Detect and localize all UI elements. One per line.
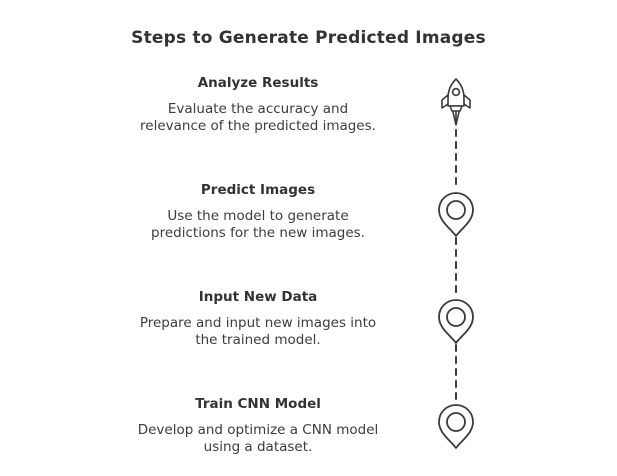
map-pin-icon [439, 300, 473, 343]
step-description-line: Use the model to generate [167, 208, 349, 224]
step-description-line: Prepare and input new images into [139, 315, 377, 331]
step-title: Input New Data [198, 289, 318, 305]
step-title: Train CNN Model [195, 396, 321, 412]
map-pin-icon [439, 405, 473, 448]
step-description-line: Develop and optimize a CNN model [137, 422, 379, 438]
step-description-line: the trained model. [195, 332, 321, 348]
step-description-line: relevance of the predicted images. [140, 118, 376, 134]
rocket-icon [442, 79, 470, 125]
step-title: Analyze Results [197, 75, 319, 91]
diagram-title: Steps to Generate Predicted Images [131, 28, 486, 48]
step-title: Predict Images [200, 182, 316, 198]
map-pin-icon [439, 193, 473, 236]
step-description-line: predictions for the new images. [151, 225, 365, 241]
step-description-line: using a dataset. [203, 439, 313, 455]
step-description-line: Evaluate the accuracy and [167, 101, 349, 117]
